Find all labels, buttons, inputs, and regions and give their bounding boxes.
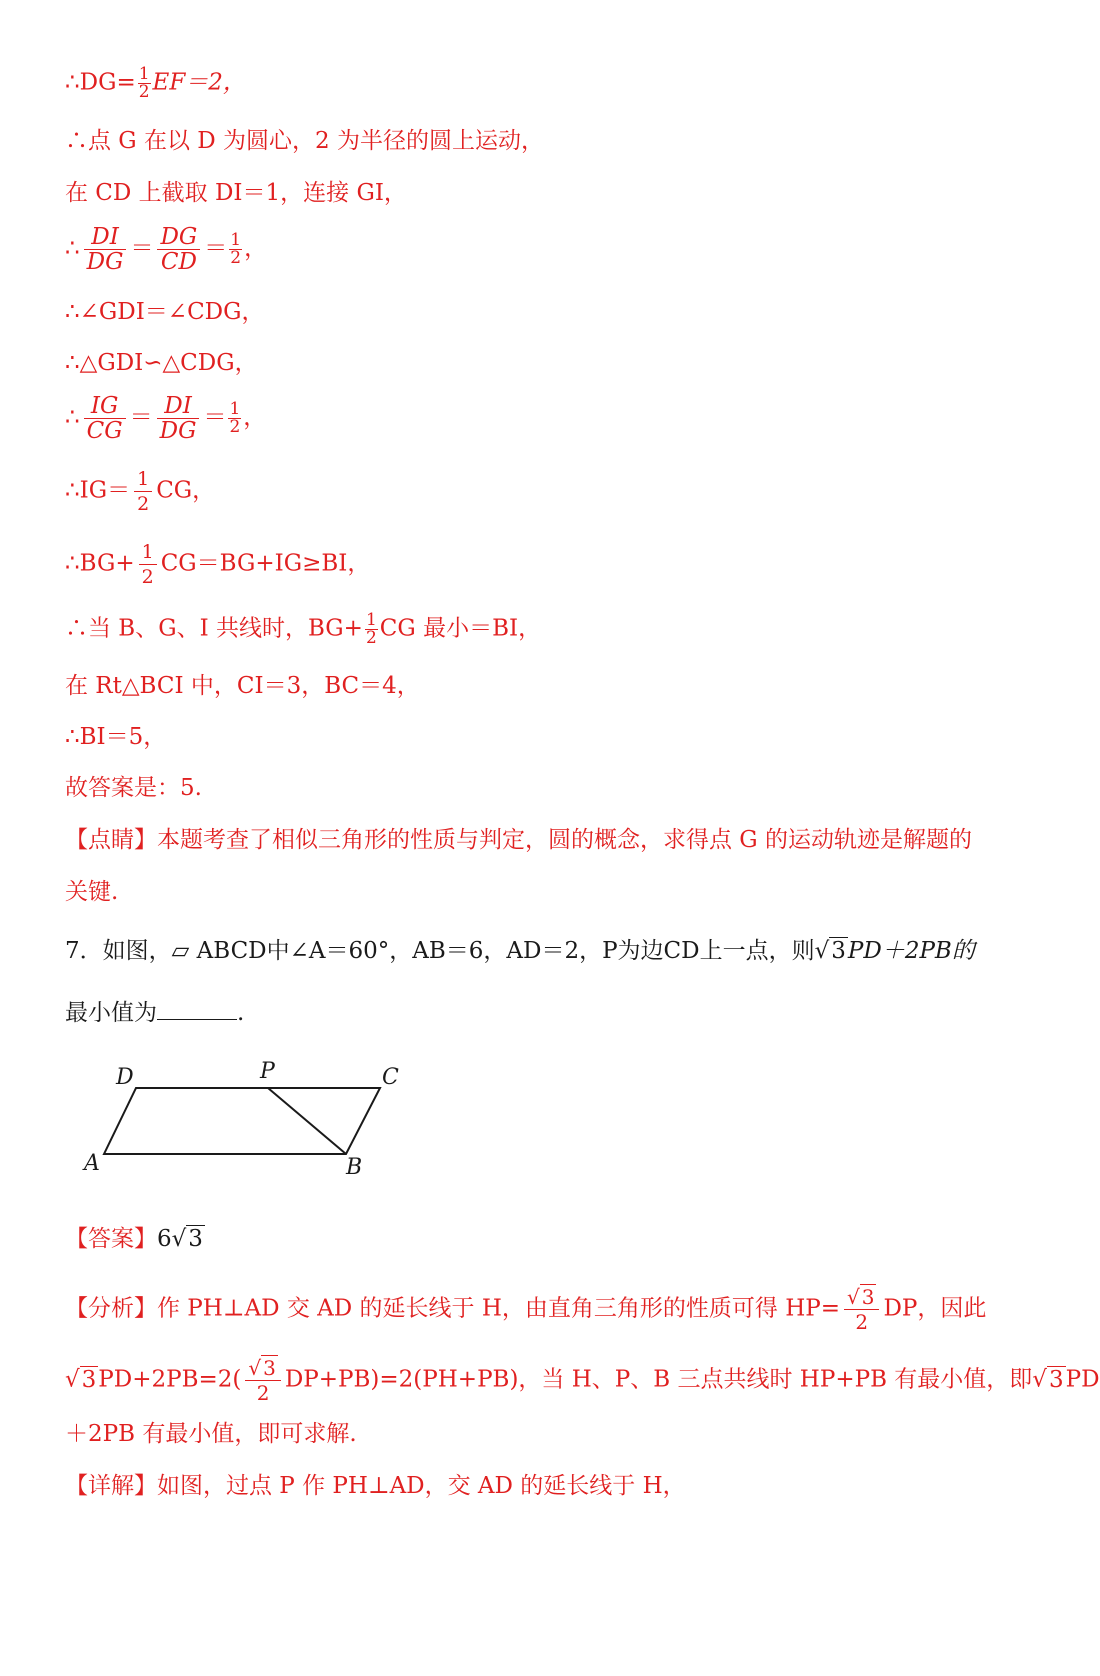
answer-blank[interactable]: [157, 997, 237, 1020]
comment-line-2: 关键.: [65, 879, 119, 905]
solution-line-9: ∴BG+ $\frac{1}{2}$ CG＝BG+IG≥BI，: [65, 541, 371, 588]
fraction: $\frac{DI}{DG}$: [157, 394, 200, 443]
solution-line-6: ∴△GDI∽△CDG，: [65, 350, 258, 376]
analysis-line-2: √3PD+2PB=2( $\frac{√ 3}{2}$ DP+PB)=2(PH+PB)，当 H、P、B 三点共线时 HP+PB 有最小值，即√3PD: [65, 1356, 1100, 1405]
sqrt: √3: [171, 1226, 203, 1252]
solution-line-13: 故答案是：5.: [65, 775, 202, 801]
segment-pb: [268, 1088, 346, 1154]
fraction: $\frac{1}{2}$: [138, 64, 150, 102]
label-c: C: [382, 1065, 399, 1090]
solution-line-2: ∴点 G 在以 D 为圆心，2 为半径的圆上运动，: [65, 128, 545, 154]
label-p: P: [260, 1059, 275, 1084]
sqrt: √3: [814, 938, 846, 964]
fraction: $\frac{√ 3}{2}$: [844, 1285, 879, 1334]
parallelogram-figure: [80, 1060, 420, 1190]
solution-line-3: 在 CD 上截取 DI＝1，连接 GI，: [65, 180, 407, 206]
fraction: $\frac{1}{2}$: [134, 467, 152, 516]
solution-line-10: ∴当 B、G、I 共线时，BG+ $\frac{1}{2}$ CG 最小＝BI，: [65, 610, 542, 648]
label-d: D: [116, 1065, 134, 1090]
analysis-line-3: ＋2PB 有最小值，即可求解.: [65, 1421, 357, 1447]
fraction: $\frac{1}{2}$: [139, 540, 157, 589]
fraction: $\frac{IG}{CG}$: [84, 394, 126, 443]
label-a: A: [84, 1151, 100, 1176]
solution-line-1: ∴DG= $\frac{1}{2}$ EF＝2，: [65, 64, 246, 102]
analysis-line-1: 【分析】作 PH⊥AD 交 AD 的延长线于 H，由直角三角形的性质可得 HP= $\frac{√ 3}{2}$ DP，因此: [65, 1285, 987, 1334]
solution-line-11: 在 Rt△BCI 中，CI＝3，BC＝4，: [65, 673, 420, 699]
fraction: $\frac{1}{2}$: [230, 230, 242, 268]
sqrt: √3: [65, 1366, 97, 1393]
fraction: $\frac{DI}{DG}$: [84, 225, 127, 274]
detail-line: 【详解】如图，过点 P 作 PH⊥AD，交 AD 的延长线于 H，: [65, 1473, 686, 1499]
question-line-1: 7．如图，▱ ABCD中∠A＝60°，AB＝6，AD＝2，P为边CD上一点，则√3PD＋2PB的: [65, 938, 975, 964]
solution-line-8: ∴IG＝ $\frac{1}{2}$ CG，: [65, 468, 216, 515]
answer-line: 【答案】6√3: [65, 1226, 203, 1252]
question-line-2: 最小值为 .: [65, 997, 244, 1027]
solution-line-7: ∴ $\frac{IG}{CG}$ ＝ $\frac{DI}{DG}$ ＝ $\frac{1}{2}$ ，: [65, 393, 267, 444]
fraction: $\frac{√ 3}{2}$: [245, 1356, 280, 1405]
parallelogram-abcd: [104, 1088, 380, 1154]
fraction: $\frac{DG}{CD}$: [157, 225, 200, 274]
fraction: $\frac{1}{2}$: [229, 399, 241, 437]
fraction: $\frac{1}{2}$: [365, 610, 377, 648]
solution-line-4: ∴ $\frac{DI}{DG}$ ＝ $\frac{DG}{CD}$ ＝ $\frac{1}{2}$ ，: [65, 224, 268, 275]
solution-line-5: ∴∠GDI＝∠CDG，: [65, 299, 265, 325]
solution-line-12: ∴BI＝5，: [65, 724, 167, 750]
sqrt: √3: [1032, 1366, 1064, 1393]
comment-line-1: 【点睛】本题考查了相似三角形的性质与判定，圆的概念，求得点 G 的运动轨迹是解题的: [65, 827, 972, 853]
label-b: B: [346, 1155, 363, 1180]
